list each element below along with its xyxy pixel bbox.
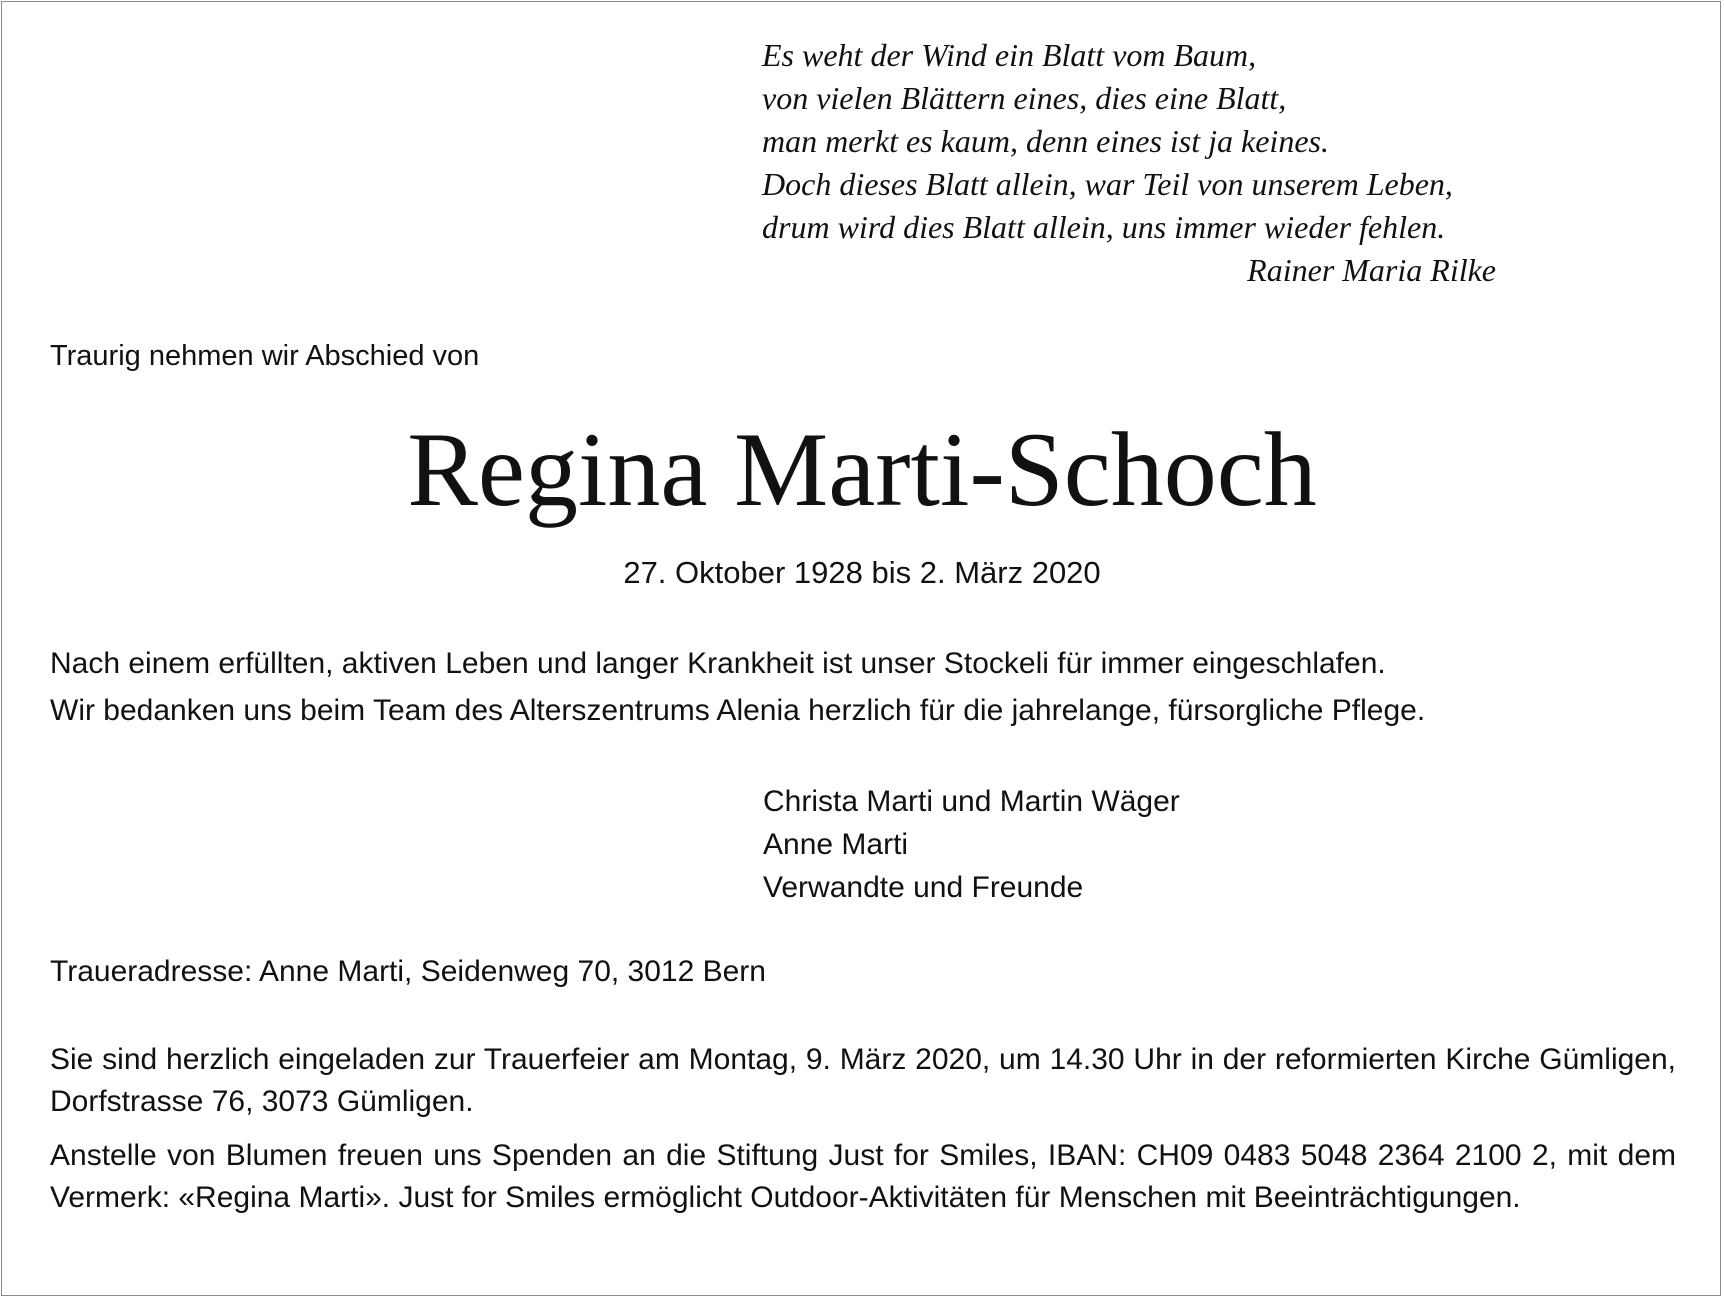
- ceremony-paragraph: Sie sind herzlich eingeladen zur Trauerfeier am Montag, 9. März 2020, um 14.30 Uhr in der reformierten Kirche Gümligen, Dorfstrasse 76, 3073 Gümligen.: [50, 1043, 1676, 1118]
- message-block: [50, 640, 1680, 734]
- poem-line: drum wird dies Blatt allein, uns immer wieder fehlen.: [762, 209, 1446, 245]
- signatory: Christa Marti und Martin Wäger: [763, 785, 1180, 818]
- signatory: Anne Marti: [763, 828, 909, 861]
- signatory: Verwandte und Freunde: [763, 871, 1084, 904]
- signatories-block: [763, 780, 1180, 909]
- message-line: Wir bedanken uns beim Team des Alterszentrums Alenia herzlich für die jahrelange, fürsorgliche Pflege.: [50, 694, 1426, 727]
- life-dates: 27. Oktober 1928 bis 2. März 2020: [623, 555, 1101, 590]
- poem-line: man merkt es kaum, denn eines ist ja keines.: [762, 123, 1329, 159]
- poem-line: Doch dieses Blatt allein, war Teil von unserem Leben,: [762, 166, 1453, 202]
- deceased-name: Regina Marti-Schoch: [407, 411, 1317, 528]
- poem-author: Rainer Maria Rilke: [1247, 252, 1496, 288]
- poem-block: [762, 34, 1502, 292]
- poem-line: von vielen Blättern eines, dies eine Blatt,: [762, 80, 1287, 116]
- message-line: Nach einem erfüllten, aktiven Leben und langer Krankheit ist unser Stockeli für immer eingeschlafen.: [50, 647, 1386, 680]
- intro-text: Traurig nehmen wir Abschied von: [50, 340, 480, 372]
- mourning-address: Traueradresse: Anne Marti, Seidenweg 70, 3012 Bern: [50, 955, 766, 988]
- donation-paragraph: Anstelle von Blumen freuen uns Spenden an die Stiftung Just for Smiles, IBAN: CH09 0483 5048 2364 2100 2, mit dem Vermerk: «Regina Marti». Just for Smiles ermöglicht Outdoor-Aktivitäten für Menschen mit Beeinträchtigungen.: [50, 1139, 1676, 1214]
- poem-line: Es weht der Wind ein Blatt vom Baum,: [762, 37, 1257, 73]
